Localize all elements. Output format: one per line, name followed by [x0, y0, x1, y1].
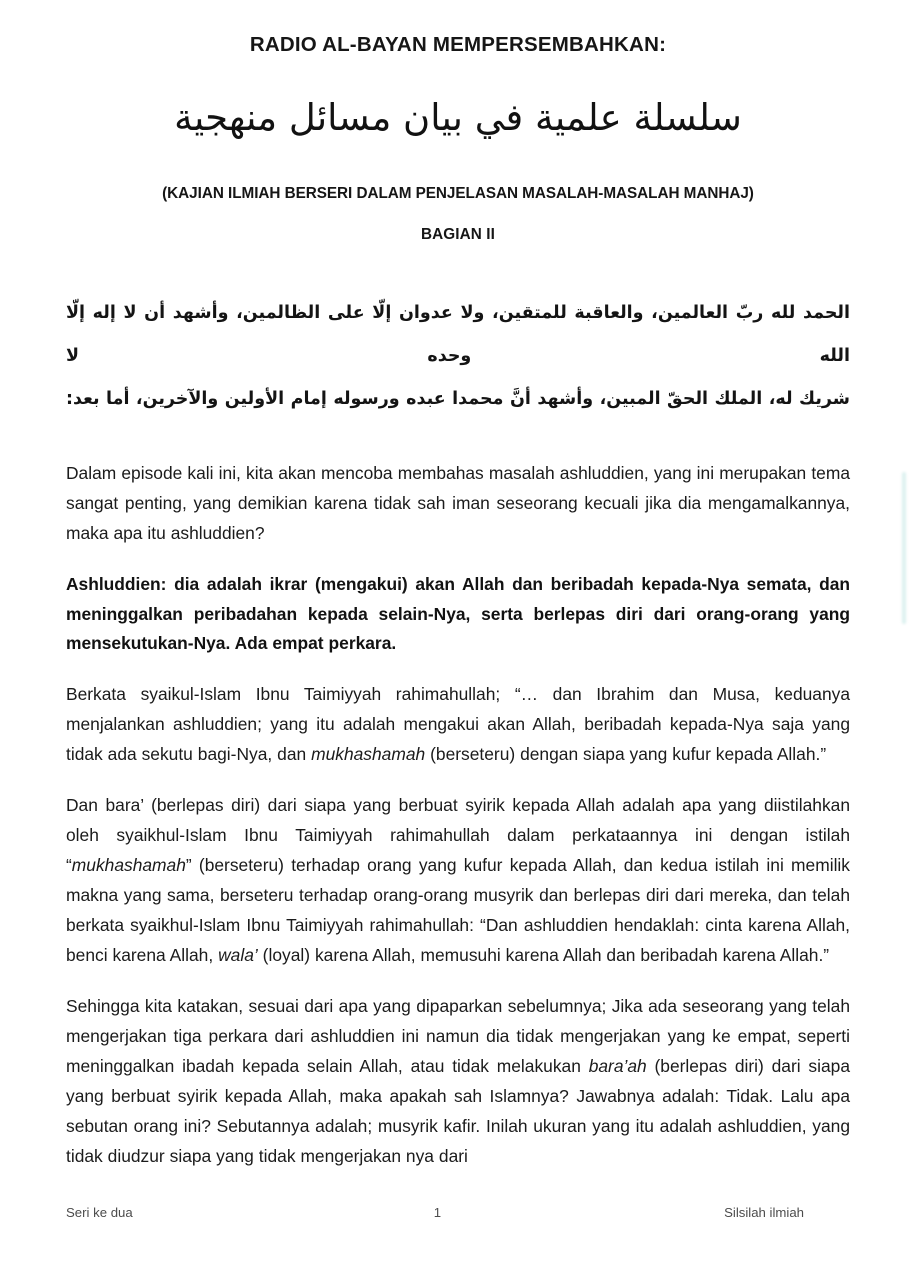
- header-part-label: BAGIAN II: [421, 226, 495, 244]
- scrollbar-thumb[interactable]: [902, 472, 906, 624]
- footer-page-number: 1: [433, 1205, 442, 1220]
- body-paragraph-3: Berkata syaikul-Islam Ibnu Taimiyyah rahimahullah; “… dan Ibrahim dan Musa, keduanya menjalankan ashluddien; yang itu adalah mengakui akan Allah, beribadah kepada-Nya saja yang tidak ada sekutu bagi-Nya, dan mukhashamah (berseteru) dengan siapa yang kufur kepada Allah.”: [66, 684, 850, 765]
- header-title-radio: RADIO AL-BAYAN MEMPERSEMBAHKAN:: [249, 33, 667, 56]
- document-header: [66, 0, 850, 244]
- arabic-intro-line-1: الحمد لله ربّ العالمين، والعاقبة للمتقين، ولا عدوان إلّا على الظالمين، وأشهد أن لا إله إلّا الله وحده لا: [66, 303, 850, 367]
- italic-term: mukhashamah: [71, 855, 186, 876]
- footer-collection-label: Silsilah ilmiah: [724, 1205, 804, 1220]
- scrollbar-track[interactable]: [900, 0, 916, 1280]
- body-paragraph-5: Sehingga kita katakan, sesuai dari apa yang dipaparkan sebelumnya; Jika ada seseorang yang telah mengerjakan tiga perkara dari ashluddien ini namun dia tidak mengerjakan yang ke empat, seperti meninggalkan ibadah kepada selain Allah, atau tidak melakukan bara’ah (berlepas diri) dari siapa yang berbuat syirik kepada Allah, maka apakah sah Islamnya? Jawabnya adalah: Tidak. Lalu apa sebutan orang ini? Sebutannya adalah; musyrik kafir. Inilah ukuran yang itu adalah ashluddien, yang tidak diudzur siapa yang tidak mengerjakan nya dari: [66, 995, 850, 1166]
- body-paragraph-1: Dalam episode kali ini, kita akan mencoba membahas masalah ashluddien, yang ini merupakan tema sangat penting, yang demikian karena tidak sah iman seseorang kecuali jika dia mengamalkannya, maka apa itu ashluddien?: [66, 462, 850, 543]
- italic-term: bara’ah: [588, 1055, 647, 1076]
- header-arabic-title: سلسلة علمية في بيان مسائل منهجية: [174, 95, 742, 139]
- body-paragraph-4: Dan bara’ (berlepas diri) dari siapa yang berbuat syirik kepada Allah adalah apa yang diistilahkan oleh syaikhul-Islam Ibnu Taimiyyah rahimahullah dalam perkataannya ini dengan istilah “mukhashamah” (berseteru) terhadap orang yang kufur kepada Allah, dan kedua istilah ini memilik makna yang sama, berseteru terhadap orang-orang musyrik dan berlepas diri dari mereka, dan telah berkata syaikhul-Islam Ibnu Taimiyyah rahimahullah: “Dan ashluddien hendaklah: cinta karena Allah, benci karena Allah, wala’ (loyal) karena Allah, memusuhi karena Allah dan beribadah karena Allah.”: [66, 795, 850, 965]
- footer-series-label: Seri ke dua: [66, 1205, 133, 1220]
- page-content-area: [66, 0, 850, 1280]
- document-body: [66, 459, 850, 1172]
- header-subtitle-indonesian: (KAJIAN ILMIAH BERSERI DALAM PENJELASAN MASALAH-MASALAH MANHAJ): [162, 184, 754, 202]
- italic-term: wala’: [218, 944, 258, 965]
- body-paragraph-2: Ashluddien: dia adalah ikrar (mengakui) akan Allah dan beribadah kepada-Nya semata, dan meninggalkan peribadahan kepada selain-Nya, serta berlepas diri dari orang-orang yang mensekutukan-Nya. Ada empat perkara.: [66, 573, 850, 654]
- italic-term: mukhashamah: [311, 744, 426, 765]
- arabic-intro-line-2: شريك له، الملك الحقّ المبين، وأشهد أنَّ محمدا عبده ورسوله إمام الأولين والآخرين، أما بعد:: [66, 388, 850, 409]
- arabic-introduction: [66, 292, 850, 421]
- page-footer: [66, 1205, 850, 1220]
